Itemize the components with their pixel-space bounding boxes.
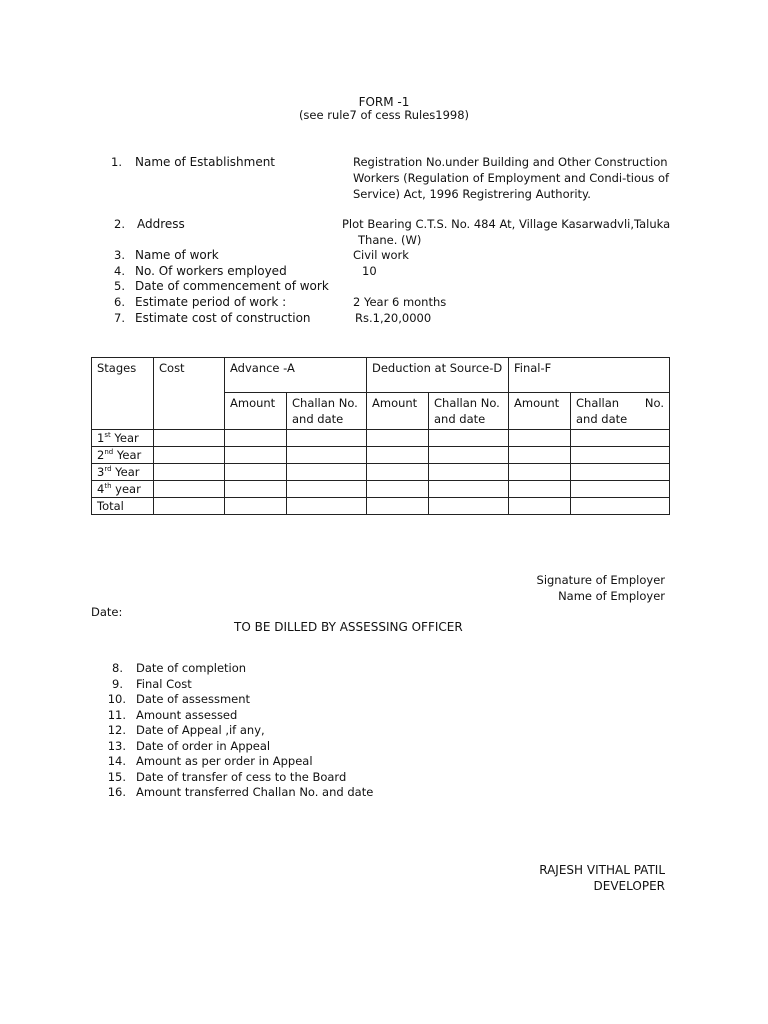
officer-item-number: 16.	[107, 785, 126, 799]
subheader-amount: Amount	[367, 393, 429, 430]
form-subtitle: (see rule7 of cess Rules1998)	[298, 108, 470, 122]
field-label-establishment: Name of Establishment	[135, 155, 276, 169]
stage-label: 3rd Year	[92, 464, 154, 481]
challan-line: and date	[576, 412, 628, 426]
officer-item-number: 13.	[107, 739, 126, 753]
header-final: Final-F	[509, 358, 670, 393]
subheader-challan	[571, 393, 670, 430]
subheader-challan	[429, 393, 509, 430]
name-employer: Name of Employer	[558, 589, 665, 603]
table-row-total	[92, 498, 670, 515]
field-number: 5.	[114, 279, 125, 293]
date-label: Date:	[91, 605, 123, 619]
field-label-workers: No. Of workers employed	[135, 264, 287, 278]
challan-line	[576, 395, 664, 411]
field-value-line: Registration No.under Building and Other Construction	[353, 155, 668, 169]
challan-line: and date	[292, 412, 344, 426]
field-number: 4.	[114, 264, 125, 278]
challan-word: Challan	[576, 396, 620, 410]
field-value-line: 10	[362, 264, 377, 278]
header-stages: Stages	[92, 358, 154, 430]
field-value-line: Rs.1,20,0000	[355, 311, 432, 325]
table-header-row	[92, 358, 670, 393]
developer-name: RAJESH VITHAL PATIL	[539, 863, 665, 877]
table-row	[92, 481, 670, 498]
subheader-amount: Amount	[225, 393, 287, 430]
officer-item-number: 8.	[112, 661, 123, 675]
officer-item: Date of transfer of cess to the Board	[136, 770, 347, 784]
field-number: 7.	[114, 311, 125, 325]
field-number: 1.	[111, 155, 122, 169]
field-label-work: Name of work	[135, 248, 219, 262]
field-value-line: Thane. (W)	[358, 233, 422, 247]
officer-item: Amount assessed	[136, 708, 238, 722]
officer-item: Final Cost	[136, 677, 192, 691]
field-number: 6.	[114, 295, 125, 309]
challan-line: Challan No.	[434, 396, 500, 410]
field-number: 3.	[114, 248, 125, 262]
officer-item: Date of completion	[136, 661, 247, 675]
field-number: 2.	[114, 217, 125, 231]
table-row	[92, 464, 670, 481]
table-row	[92, 447, 670, 464]
subheader-amount: Amount	[509, 393, 571, 430]
stage-label: 2nd Year	[92, 447, 154, 464]
officer-item-number: 11.	[107, 708, 126, 722]
officer-item-number: 14.	[107, 754, 126, 768]
field-value-line: Service) Act, 1996 Registrering Authority.	[353, 187, 591, 201]
challan-line: Challan No.	[292, 396, 358, 410]
stage-label: 1st Year	[92, 430, 154, 447]
stage-label-total: Total	[92, 498, 154, 515]
officer-item-number: 9.	[112, 677, 123, 691]
header-advance: Advance -A	[225, 358, 367, 393]
subheader-challan	[287, 393, 367, 430]
field-value-line: Workers (Regulation of Employment and Condi-tious of	[353, 171, 670, 185]
challan-line: and date	[434, 412, 486, 426]
field-label-period: Estimate period of work :	[135, 295, 287, 309]
header-deduction: Deduction at Source-D	[367, 358, 509, 393]
header-cost: Cost	[154, 358, 225, 430]
officer-item: Amount as per order in Appeal	[136, 754, 313, 768]
officer-item-number: 12.	[107, 723, 126, 737]
field-value-line: 2 Year 6 months	[353, 295, 447, 309]
officer-item: Date of Appeal ,if any,	[136, 723, 265, 737]
signature-employer: Signature of Employer	[536, 573, 665, 587]
field-label-cost: Estimate cost of construction	[135, 311, 311, 325]
field-value-line: Plot Bearing C.T.S. No. 484 At, Village Kasarwadvli,Taluka	[342, 217, 671, 231]
officer-item: Date of order in Appeal	[136, 739, 271, 753]
form-title: FORM -1	[358, 95, 410, 109]
stage-label: 4th year	[92, 481, 154, 498]
field-label-commencement: Date of commencement of work	[135, 279, 329, 293]
officer-heading: TO BE DILLED BY ASSESSING OFFICER	[234, 620, 463, 634]
stages-table	[91, 357, 670, 515]
officer-item: Date of assessment	[136, 692, 251, 706]
officer-item: Amount transferred Challan No. and date	[136, 785, 374, 799]
field-label-address: Address	[137, 217, 185, 231]
developer-role: DEVELOPER	[593, 879, 665, 893]
table-row	[92, 430, 670, 447]
field-value-line: Civil work	[353, 248, 409, 262]
officer-item-number: 15.	[107, 770, 126, 784]
challan-no: No.	[644, 396, 664, 410]
officer-item-number: 10.	[107, 692, 126, 706]
